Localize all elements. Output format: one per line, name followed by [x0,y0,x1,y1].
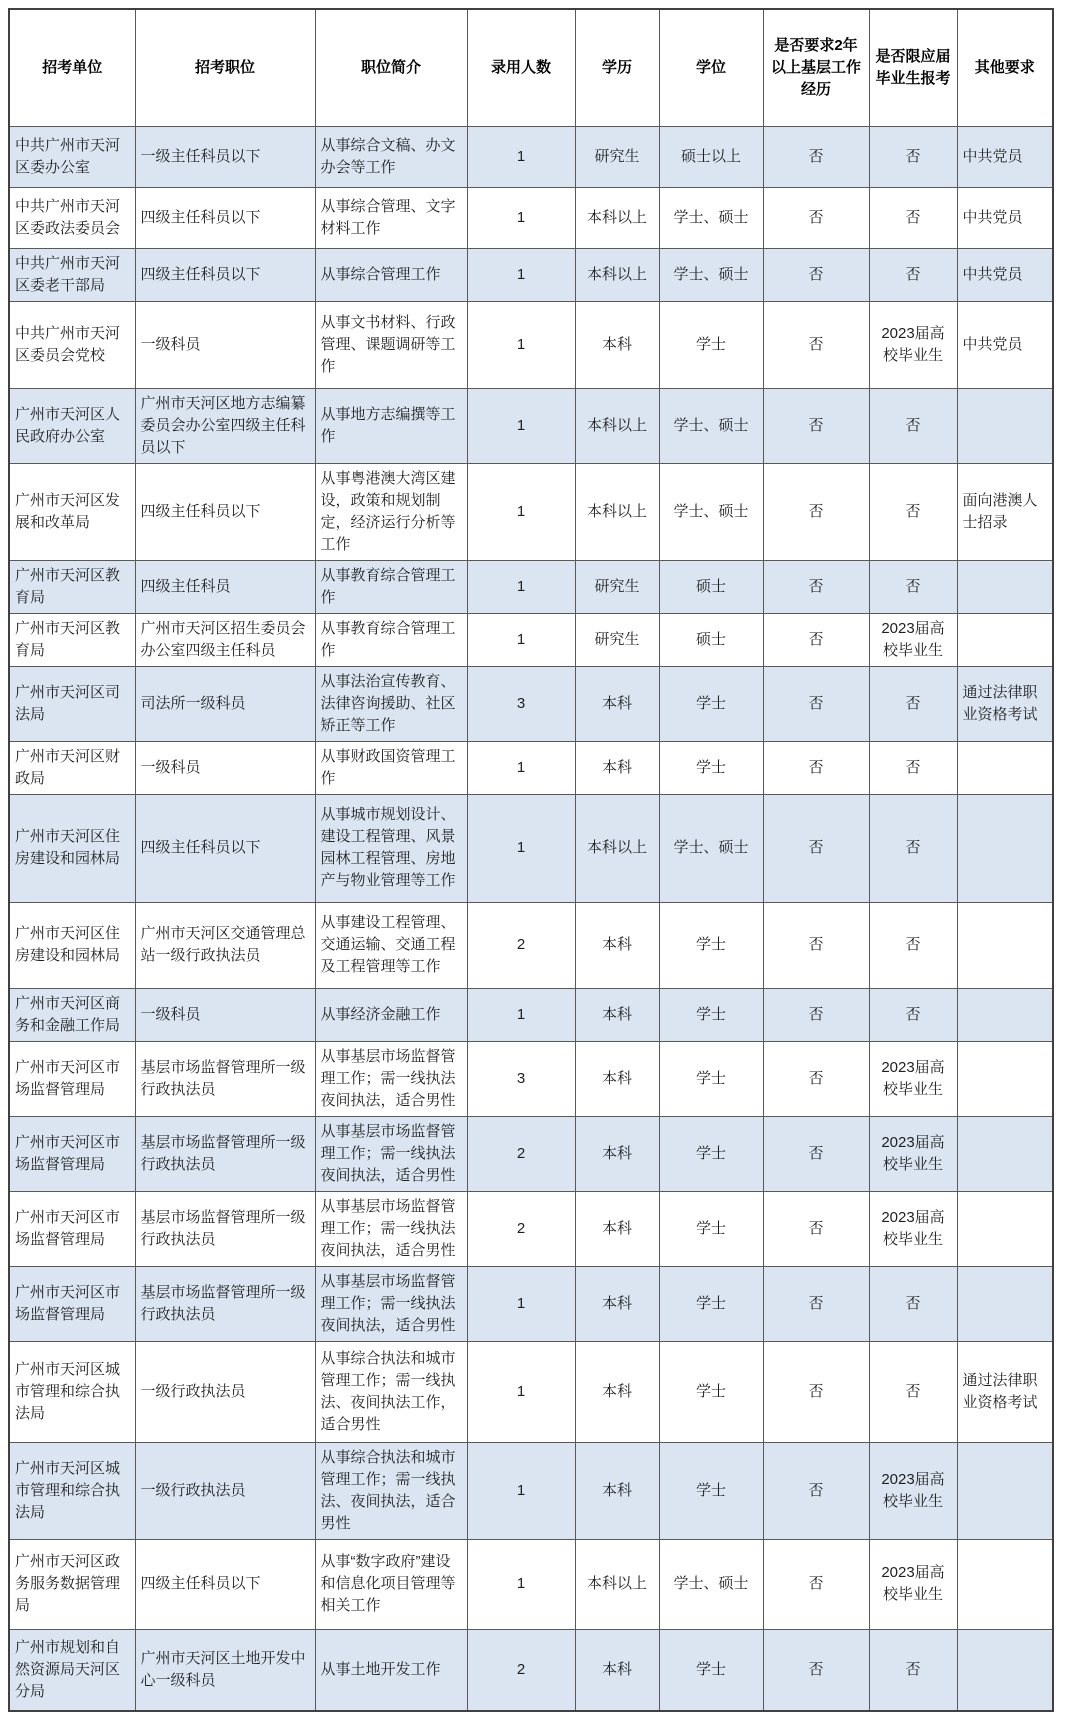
cell-education: 本科以上 [575,794,659,902]
cell-education: 本科 [575,988,659,1041]
table-row [9,248,1053,301]
cell-position: 司法所一级科员 [135,666,315,741]
cell-count: 1 [467,301,575,388]
cell-fresh-graduate-only: 否 [869,187,957,248]
table-row [9,613,1053,666]
cell-fresh-graduate-only: 2023届高校毕业生 [869,613,957,666]
cell-position: 四级主任科员以下 [135,463,315,560]
cell-position: 四级主任科员以下 [135,248,315,301]
cell-other-requirements: 通过法律职业资格考试 [957,1341,1053,1442]
cell-count: 1 [467,1442,575,1539]
cell-fresh-graduate-only: 否 [869,1341,957,1442]
cell-education: 研究生 [575,613,659,666]
cell-count: 1 [467,1341,575,1442]
cell-fresh-graduate-only: 2023届高校毕业生 [869,1539,957,1629]
cell-other-requirements [957,741,1053,794]
cell-education: 本科以上 [575,187,659,248]
cell-education: 本科以上 [575,463,659,560]
cell-position: 基层市场监督管理所一级行政执法员 [135,1116,315,1191]
cell-other-requirements: 中共党员 [957,187,1053,248]
cell-other-requirements [957,560,1053,613]
cell-degree: 学士、硕士 [659,1539,763,1629]
table-row [9,741,1053,794]
cell-education: 本科 [575,666,659,741]
cell-degree: 学士 [659,1116,763,1191]
cell-fresh-graduate-only: 否 [869,248,957,301]
cell-count: 1 [467,613,575,666]
cell-description: 从事建设工程管理、交通运输、交通工程及工程管理等工作 [315,902,467,988]
cell-count: 1 [467,988,575,1041]
cell-unit: 广州市天河区市场监督管理局 [9,1041,135,1116]
cell-other-requirements [957,1442,1053,1539]
cell-other-requirements [957,1539,1053,1629]
cell-other-requirements: 面向港澳人士招录 [957,463,1053,560]
cell-fresh-graduate-only: 否 [869,902,957,988]
cell-grassroots-experience: 否 [763,1116,869,1191]
recruitment-table [8,8,1054,1712]
cell-description: 从事综合文稿、办文办会等工作 [315,126,467,187]
cell-degree: 学士、硕士 [659,248,763,301]
cell-fresh-graduate-only: 2023届高校毕业生 [869,1191,957,1266]
table-row [9,1341,1053,1442]
cell-description: 从事法治宣传教育、法律咨询援助、社区矫正等工作 [315,666,467,741]
column-header-degree: 学位 [659,9,763,126]
column-header-education: 学历 [575,9,659,126]
cell-degree: 学士、硕士 [659,794,763,902]
cell-description: 从事教育综合管理工作 [315,560,467,613]
cell-position: 基层市场监督管理所一级行政执法员 [135,1041,315,1116]
table-row [9,1266,1053,1341]
table-row [9,1191,1053,1266]
cell-position: 一级行政执法员 [135,1442,315,1539]
table-row [9,1116,1053,1191]
table-row [9,1539,1053,1629]
cell-position: 四级主任科员以下 [135,1539,315,1629]
cell-grassroots-experience: 否 [763,794,869,902]
cell-unit: 广州市天河区商务和金融工作局 [9,988,135,1041]
cell-fresh-graduate-only: 否 [869,126,957,187]
cell-position: 一级主任科员以下 [135,126,315,187]
cell-unit: 广州市天河区市场监督管理局 [9,1266,135,1341]
cell-position: 基层市场监督管理所一级行政执法员 [135,1266,315,1341]
cell-position: 广州市天河区招生委员会办公室四级主任科员 [135,613,315,666]
cell-other-requirements [957,1116,1053,1191]
cell-education: 本科 [575,1116,659,1191]
table-row [9,463,1053,560]
cell-other-requirements: 通过法律职业资格考试 [957,666,1053,741]
cell-unit: 广州市天河区政务服务数据管理局 [9,1539,135,1629]
cell-description: 从事“数字政府”建设和信息化项目管理等相关工作 [315,1539,467,1629]
table-row [9,126,1053,187]
cell-education: 本科 [575,301,659,388]
cell-description: 从事城市规划设计、建设工程管理、风景园林工程管理、房地产与物业管理等工作 [315,794,467,902]
cell-description: 从事基层市场监督管理工作；需一线执法夜间执法，适合男性 [315,1266,467,1341]
cell-degree: 学士 [659,1041,763,1116]
column-header-description: 职位简介 [315,9,467,126]
cell-description: 从事综合管理工作 [315,248,467,301]
table-row [9,1442,1053,1539]
cell-grassroots-experience: 否 [763,248,869,301]
cell-education: 本科以上 [575,388,659,463]
cell-degree: 学士 [659,1266,763,1341]
cell-grassroots-experience: 否 [763,388,869,463]
cell-position: 一级科员 [135,988,315,1041]
cell-education: 本科 [575,741,659,794]
cell-other-requirements: 中共党员 [957,126,1053,187]
cell-other-requirements [957,1191,1053,1266]
cell-count: 1 [467,741,575,794]
cell-degree: 学士 [659,1191,763,1266]
cell-education: 本科 [575,1629,659,1711]
cell-count: 1 [467,248,575,301]
cell-grassroots-experience: 否 [763,1266,869,1341]
cell-fresh-graduate-only: 否 [869,1629,957,1711]
cell-education: 研究生 [575,560,659,613]
cell-degree: 学士、硕士 [659,388,763,463]
cell-grassroots-experience: 否 [763,301,869,388]
cell-description: 从事土地开发工作 [315,1629,467,1711]
cell-position: 一级科员 [135,301,315,388]
cell-unit: 广州市天河区住房建设和园林局 [9,902,135,988]
cell-grassroots-experience: 否 [763,1539,869,1629]
cell-description: 从事综合管理、文字材料工作 [315,187,467,248]
cell-grassroots-experience: 否 [763,187,869,248]
cell-unit: 中共广州市天河区委员会党校 [9,301,135,388]
table-row [9,1041,1053,1116]
column-header-unit: 招考单位 [9,9,135,126]
cell-fresh-graduate-only: 否 [869,666,957,741]
cell-grassroots-experience: 否 [763,1341,869,1442]
cell-other-requirements [957,1629,1053,1711]
cell-education: 本科 [575,1041,659,1116]
cell-count: 3 [467,666,575,741]
table-row [9,988,1053,1041]
column-header-count: 录用人数 [467,9,575,126]
cell-position: 一级科员 [135,741,315,794]
cell-education: 本科以上 [575,248,659,301]
cell-count: 2 [467,1116,575,1191]
cell-grassroots-experience: 否 [763,666,869,741]
table-row [9,187,1053,248]
cell-fresh-graduate-only: 2023届高校毕业生 [869,1442,957,1539]
cell-description: 从事基层市场监督管理工作；需一线执法夜间执法，适合男性 [315,1191,467,1266]
cell-count: 1 [467,1539,575,1629]
cell-unit: 广州市天河区人民政府办公室 [9,388,135,463]
header-row [9,9,1053,126]
cell-count: 2 [467,902,575,988]
cell-degree: 学士 [659,1341,763,1442]
cell-description: 从事综合执法和城市管理工作；需一线执法、夜间执法，适合男性 [315,1442,467,1539]
cell-unit: 广州市天河区市场监督管理局 [9,1191,135,1266]
cell-description: 从事地方志编撰等工作 [315,388,467,463]
cell-other-requirements [957,613,1053,666]
cell-description: 从事教育综合管理工作 [315,613,467,666]
cell-grassroots-experience: 否 [763,1442,869,1539]
cell-position: 一级行政执法员 [135,1341,315,1442]
cell-unit: 广州市天河区市场监督管理局 [9,1116,135,1191]
table-body [9,126,1053,1711]
cell-degree: 学士 [659,301,763,388]
cell-degree: 硕士 [659,560,763,613]
cell-grassroots-experience: 否 [763,902,869,988]
table-row [9,388,1053,463]
cell-fresh-graduate-only: 否 [869,388,957,463]
cell-fresh-graduate-only: 2023届高校毕业生 [869,301,957,388]
cell-count: 2 [467,1191,575,1266]
cell-unit: 中共广州市天河区委政法委员会 [9,187,135,248]
cell-description: 从事粤港澳大湾区建设，政策和规划制定，经济运行分析等工作 [315,463,467,560]
cell-count: 1 [467,794,575,902]
cell-count: 2 [467,1629,575,1711]
cell-education: 研究生 [575,126,659,187]
cell-grassroots-experience: 否 [763,463,869,560]
cell-education: 本科 [575,1266,659,1341]
cell-unit: 广州市天河区教育局 [9,613,135,666]
cell-degree: 硕士 [659,613,763,666]
cell-fresh-graduate-only: 否 [869,463,957,560]
cell-grassroots-experience: 否 [763,1191,869,1266]
cell-unit: 广州市天河区发展和改革局 [9,463,135,560]
cell-degree: 学士、硕士 [659,187,763,248]
cell-education: 本科 [575,1442,659,1539]
cell-other-requirements [957,1266,1053,1341]
cell-other-requirements: 中共党员 [957,248,1053,301]
cell-unit: 中共广州市天河区委办公室 [9,126,135,187]
table-row [9,301,1053,388]
cell-position: 四级主任科员以下 [135,794,315,902]
column-header-position: 招考职位 [135,9,315,126]
cell-count: 1 [467,560,575,613]
cell-degree: 学士 [659,902,763,988]
cell-description: 从事文书材料、行政管理、课题调研等工作 [315,301,467,388]
cell-other-requirements [957,902,1053,988]
cell-education: 本科以上 [575,1539,659,1629]
cell-grassroots-experience: 否 [763,1041,869,1116]
table-row [9,902,1053,988]
table-row [9,1629,1053,1711]
cell-fresh-graduate-only: 否 [869,794,957,902]
cell-unit: 广州市天河区住房建设和园林局 [9,794,135,902]
cell-description: 从事综合执法和城市管理工作；需一线执法、夜间执法工作，适合男性 [315,1341,467,1442]
cell-unit: 广州市天河区城市管理和综合执法局 [9,1341,135,1442]
cell-count: 1 [467,1266,575,1341]
column-header-grassroots-experience: 是否要求2年以上基层工作经历 [763,9,869,126]
cell-other-requirements: 中共党员 [957,301,1053,388]
cell-grassroots-experience: 否 [763,126,869,187]
cell-degree: 硕士以上 [659,126,763,187]
cell-education: 本科 [575,1341,659,1442]
cell-description: 从事基层市场监督管理工作；需一线执法夜间执法，适合男性 [315,1041,467,1116]
cell-count: 1 [467,463,575,560]
cell-description: 从事财政国资管理工作 [315,741,467,794]
cell-other-requirements [957,794,1053,902]
cell-unit: 广州市天河区教育局 [9,560,135,613]
cell-count: 1 [467,388,575,463]
cell-degree: 学士 [659,741,763,794]
column-header-fresh-graduate-only: 是否限应届毕业生报考 [869,9,957,126]
cell-position: 广州市天河区地方志编纂委员会办公室四级主任科员以下 [135,388,315,463]
cell-grassroots-experience: 否 [763,613,869,666]
cell-other-requirements [957,988,1053,1041]
cell-position: 基层市场监督管理所一级行政执法员 [135,1191,315,1266]
table-row [9,666,1053,741]
cell-degree: 学士、硕士 [659,463,763,560]
cell-description: 从事经济金融工作 [315,988,467,1041]
cell-unit: 广州市天河区财政局 [9,741,135,794]
cell-other-requirements [957,388,1053,463]
cell-fresh-graduate-only: 否 [869,560,957,613]
table-row [9,560,1053,613]
cell-fresh-graduate-only: 否 [869,1266,957,1341]
column-header-other-requirements: 其他要求 [957,9,1053,126]
cell-degree: 学士 [659,1442,763,1539]
cell-degree: 学士 [659,666,763,741]
cell-education: 本科 [575,1191,659,1266]
cell-grassroots-experience: 否 [763,741,869,794]
cell-count: 1 [467,187,575,248]
cell-other-requirements [957,1041,1053,1116]
cell-description: 从事基层市场监督管理工作；需一线执法夜间执法，适合男性 [315,1116,467,1191]
cell-unit: 广州市天河区城市管理和综合执法局 [9,1442,135,1539]
cell-degree: 学士 [659,1629,763,1711]
cell-position: 四级主任科员以下 [135,187,315,248]
cell-education: 本科 [575,902,659,988]
cell-unit: 中共广州市天河区委老干部局 [9,248,135,301]
cell-fresh-graduate-only: 否 [869,988,957,1041]
cell-fresh-graduate-only: 2023届高校毕业生 [869,1116,957,1191]
cell-fresh-graduate-only: 2023届高校毕业生 [869,1041,957,1116]
cell-count: 3 [467,1041,575,1116]
cell-degree: 学士 [659,988,763,1041]
cell-position: 四级主任科员 [135,560,315,613]
cell-unit: 广州市天河区司法局 [9,666,135,741]
cell-position: 广州市天河区土地开发中心一级科员 [135,1629,315,1711]
cell-grassroots-experience: 否 [763,988,869,1041]
cell-grassroots-experience: 否 [763,560,869,613]
cell-count: 1 [467,126,575,187]
cell-grassroots-experience: 否 [763,1629,869,1711]
cell-position: 广州市天河区交通管理总站一级行政执法员 [135,902,315,988]
cell-fresh-graduate-only: 否 [869,741,957,794]
table-row [9,794,1053,902]
cell-unit: 广州市规划和自然资源局天河区分局 [9,1629,135,1711]
